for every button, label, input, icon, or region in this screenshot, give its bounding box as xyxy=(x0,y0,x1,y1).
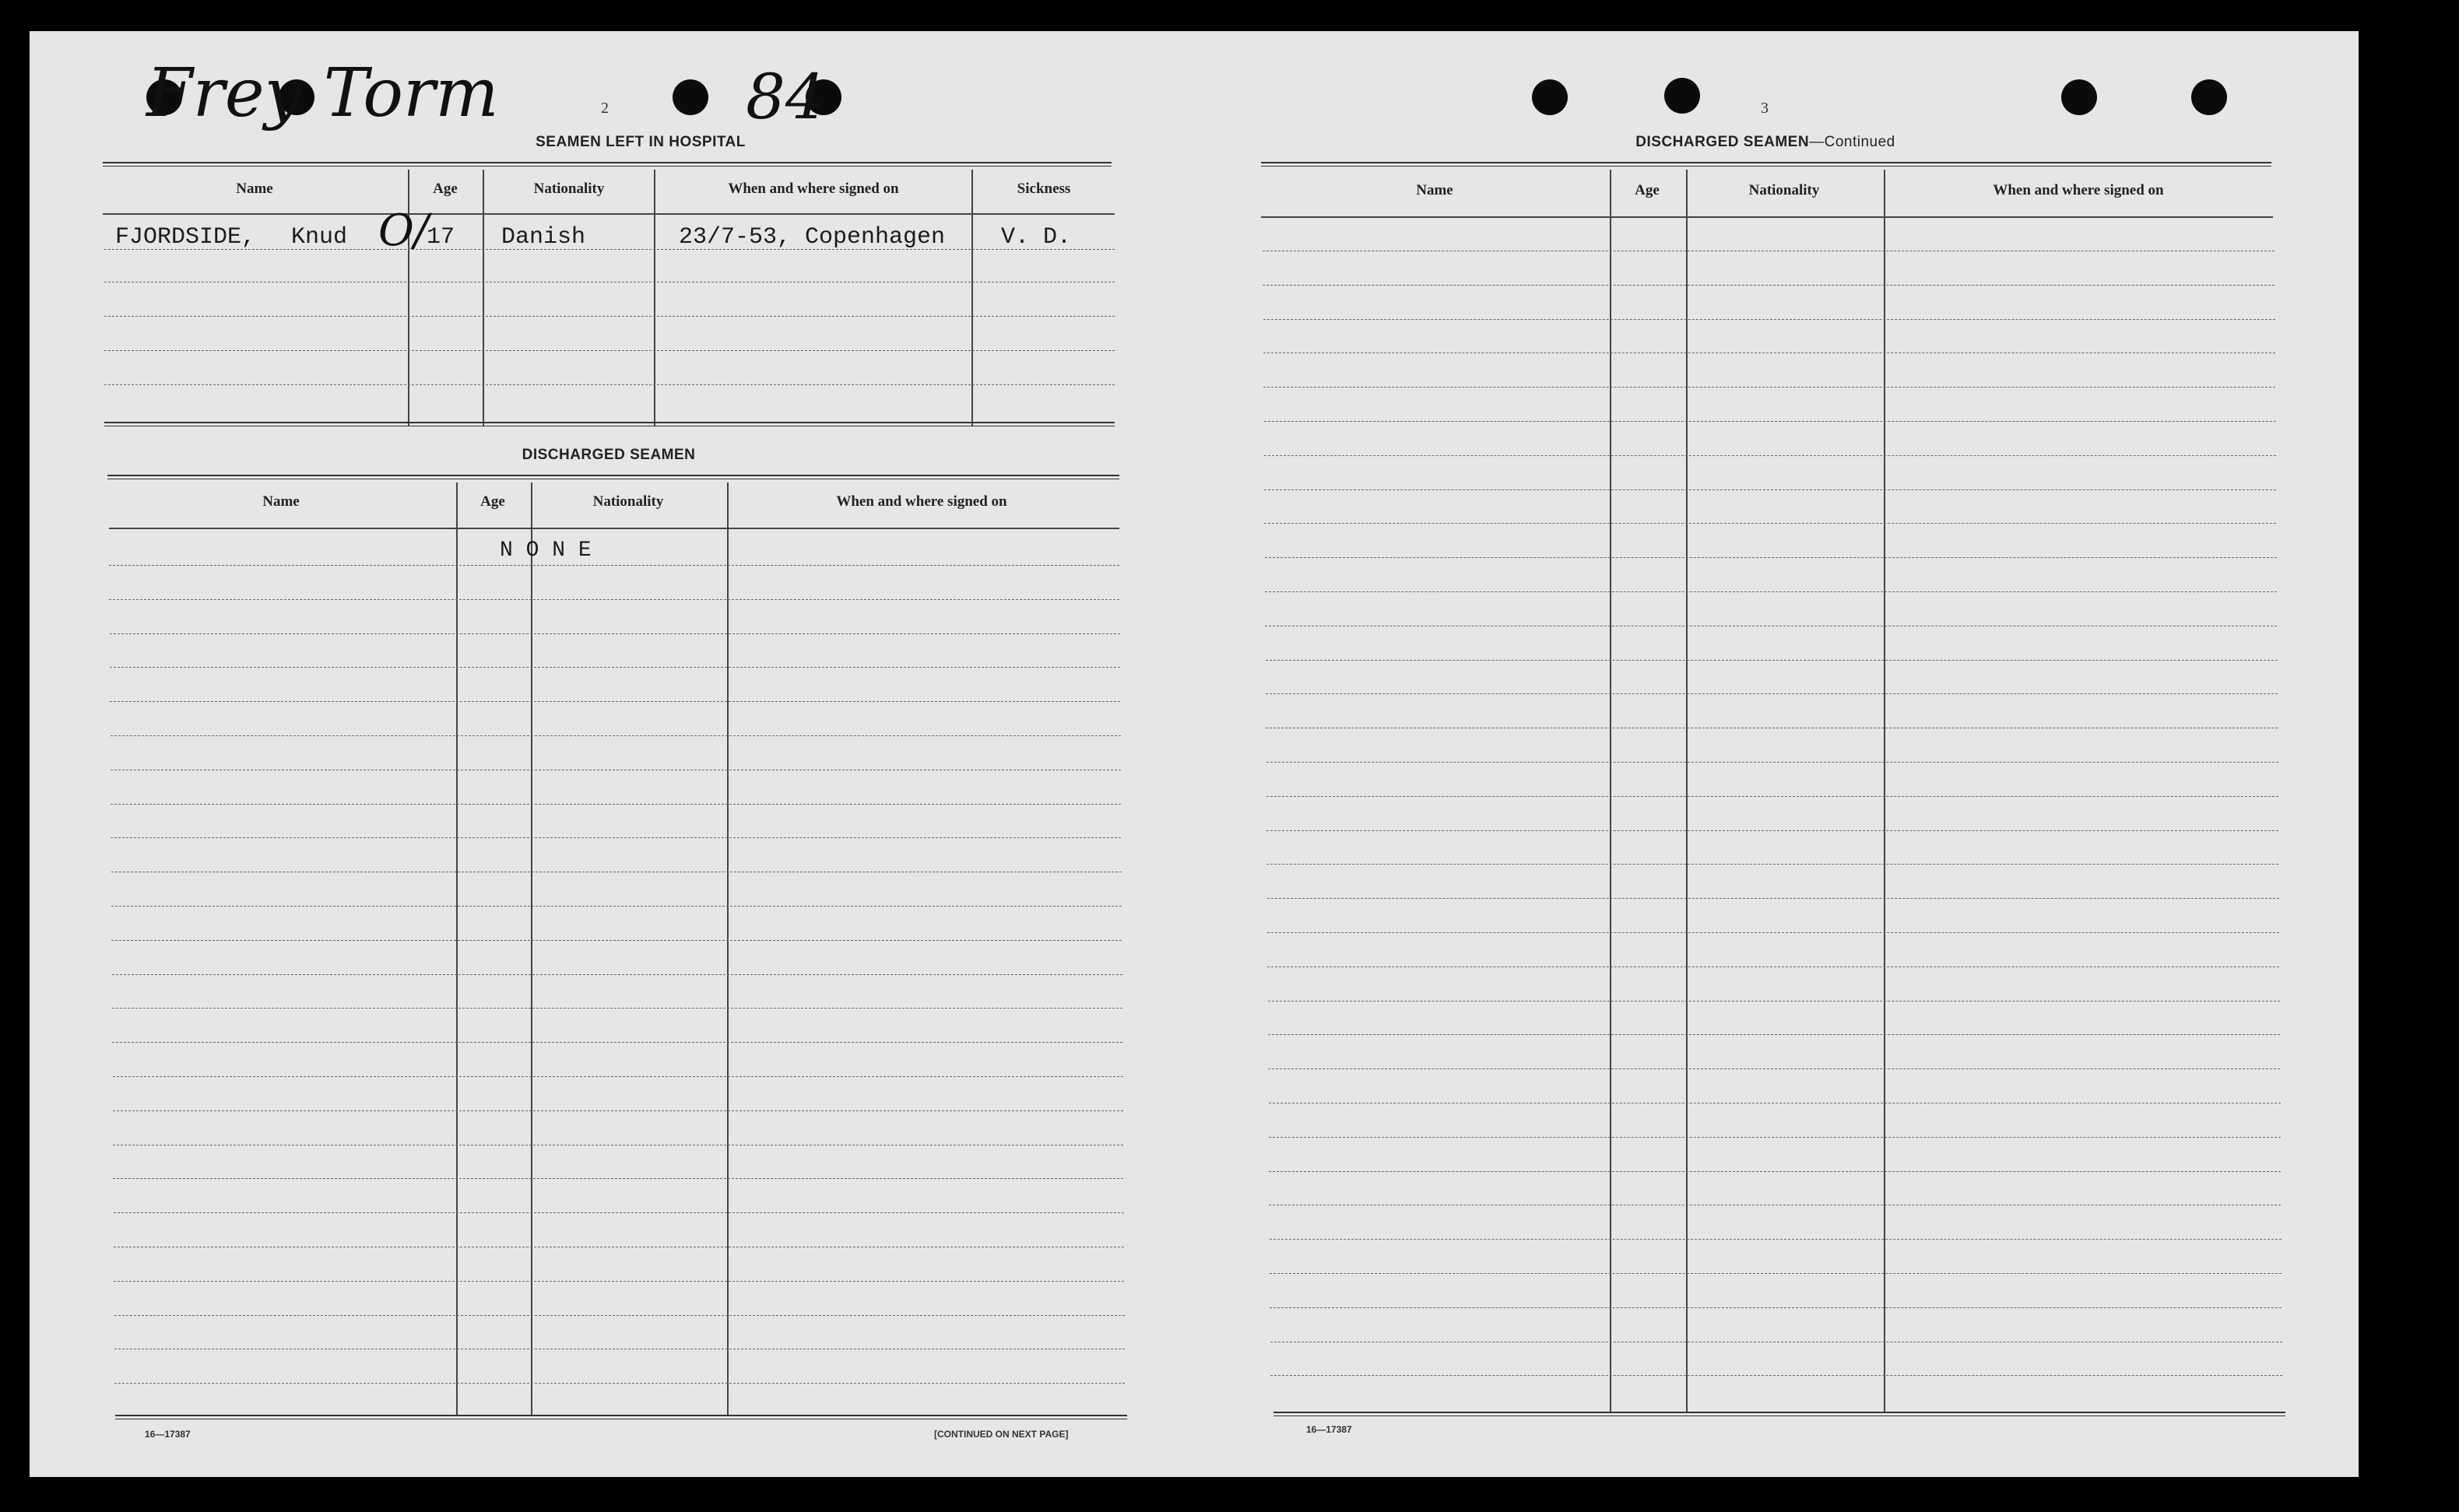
row-line xyxy=(1268,1068,2280,1069)
row-line xyxy=(1266,693,2278,694)
right-title-bold: DISCHARGED SEAMEN xyxy=(1635,134,1810,150)
right-col-divider xyxy=(1686,170,1688,1412)
right-col-name: Name xyxy=(1416,182,1453,198)
row-line xyxy=(1268,1034,2280,1035)
row-line xyxy=(112,974,1122,975)
hospital-col-sickness: Sickness xyxy=(1017,181,1071,197)
discharged-none-entry: N O N E xyxy=(500,538,592,563)
row-line xyxy=(113,1110,1123,1111)
row-line xyxy=(1263,387,2275,388)
row-line xyxy=(1267,898,2279,899)
punch-hole xyxy=(2061,79,2097,115)
row-line xyxy=(1270,1273,2282,1274)
document-sheet xyxy=(30,31,2359,1477)
row-line xyxy=(111,940,1122,941)
page-number-left: 2 xyxy=(601,100,609,117)
row-line xyxy=(111,735,1121,736)
row-line xyxy=(112,1008,1122,1009)
row-line xyxy=(1266,660,2278,661)
punch-hole xyxy=(1532,79,1568,115)
discharged-section-title: DISCHARGED SEAMEN xyxy=(522,447,696,463)
right-title-suffix: —Continued xyxy=(1809,134,1895,150)
row-line xyxy=(109,565,1119,566)
hospital-entry-surname: FJORDSIDE, xyxy=(115,224,256,251)
row-line xyxy=(114,1315,1125,1316)
discharged-col-divider xyxy=(531,482,532,1415)
page-number-right: 3 xyxy=(1761,100,1769,117)
row-line xyxy=(1269,1171,2281,1172)
row-line xyxy=(109,599,1119,600)
discharged-top-rule xyxy=(107,475,1119,479)
right-col-divider xyxy=(1610,170,1611,1412)
row-line xyxy=(114,1281,1124,1282)
row-line xyxy=(1270,1375,2282,1376)
hospital-top-rule xyxy=(103,162,1112,167)
row-line xyxy=(113,1076,1123,1077)
discharged-bottom-rule xyxy=(115,1415,1127,1419)
row-line xyxy=(1264,489,2276,490)
discharged-col-nationality: Nationality xyxy=(592,493,664,510)
right-col-nationality: Nationality xyxy=(1748,182,1820,198)
right-col-signed-on: When and where signed on xyxy=(1993,182,2164,198)
discharged-header-rule xyxy=(109,528,1119,529)
hospital-entry-signed-on: 23/7-53, Copenhagen xyxy=(679,224,946,251)
hospital-row-line xyxy=(104,249,1115,250)
row-line xyxy=(1267,932,2279,933)
row-line xyxy=(1269,1137,2281,1138)
row-line xyxy=(1266,864,2278,865)
row-line xyxy=(113,1178,1123,1179)
discharged-col-divider xyxy=(456,482,458,1415)
row-line xyxy=(111,906,1122,907)
row-line xyxy=(111,804,1121,805)
punch-hole xyxy=(2191,79,2227,115)
hospital-section-title: SEAMEN LEFT IN HOSPITAL xyxy=(536,134,746,150)
handwritten-hospital-mark: O/ xyxy=(378,205,429,256)
row-line xyxy=(1270,1239,2282,1240)
right-col-age: Age xyxy=(1635,182,1660,198)
continued-note: [CONTINUED ON NEXT PAGE] xyxy=(934,1429,1069,1440)
hospital-entry-nationality: Danish xyxy=(501,224,586,251)
row-line xyxy=(114,1212,1124,1213)
right-section-title xyxy=(1259,134,2271,151)
right-col-divider xyxy=(1884,170,1885,1412)
row-line xyxy=(1263,319,2275,320)
handwritten-number: 84 xyxy=(746,61,825,133)
row-line xyxy=(1268,1001,2280,1002)
row-line xyxy=(111,837,1121,838)
discharged-col-age: Age xyxy=(480,493,505,510)
form-number-left: 16—17387 xyxy=(145,1429,191,1440)
discharged-col-name: Name xyxy=(262,493,300,510)
hospital-col-divider xyxy=(483,170,484,426)
right-header-rule xyxy=(1261,216,2273,218)
hospital-entry-given-name: Knud xyxy=(291,224,348,251)
right-top-rule xyxy=(1261,162,2271,167)
row-line xyxy=(1264,421,2276,422)
hospital-col-name: Name xyxy=(236,181,273,197)
discharged-col-signed-on: When and where signed on xyxy=(836,493,1007,510)
row-line xyxy=(110,667,1120,668)
punch-hole xyxy=(1664,78,1700,114)
form-number-right: 16—17387 xyxy=(1306,1424,1352,1435)
hospital-row-line xyxy=(104,384,1115,385)
discharged-col-divider xyxy=(727,482,729,1415)
row-line xyxy=(1263,285,2275,286)
hospital-col-divider xyxy=(654,170,655,426)
hospital-col-divider xyxy=(971,170,973,426)
row-line xyxy=(110,633,1120,634)
row-line xyxy=(1265,591,2277,592)
row-line xyxy=(112,1042,1122,1043)
row-line xyxy=(1264,523,2276,524)
handwritten-ship-names: Frey Torm xyxy=(146,54,499,132)
hospital-col-signed-on: When and where signed on xyxy=(728,181,899,197)
row-line xyxy=(110,701,1120,702)
hospital-row-line xyxy=(104,350,1115,351)
row-line xyxy=(114,1383,1125,1384)
row-line xyxy=(1266,796,2278,797)
punch-hole xyxy=(673,79,708,115)
row-line xyxy=(1264,455,2276,456)
hospital-entry-age: 17 xyxy=(427,224,455,251)
row-line xyxy=(1267,966,2279,967)
row-line xyxy=(1265,557,2277,558)
right-bottom-rule xyxy=(1273,1412,2285,1416)
row-line xyxy=(1266,762,2278,763)
hospital-row-line xyxy=(104,316,1115,317)
hospital-col-age: Age xyxy=(433,181,458,197)
hospital-col-nationality: Nationality xyxy=(533,181,605,197)
row-line xyxy=(1266,830,2278,831)
row-line xyxy=(1270,1307,2282,1308)
hospital-entry-sickness: V. D. xyxy=(1001,224,1072,251)
hospital-bottom-rule xyxy=(104,422,1115,426)
hospital-header-rule xyxy=(103,213,1115,215)
